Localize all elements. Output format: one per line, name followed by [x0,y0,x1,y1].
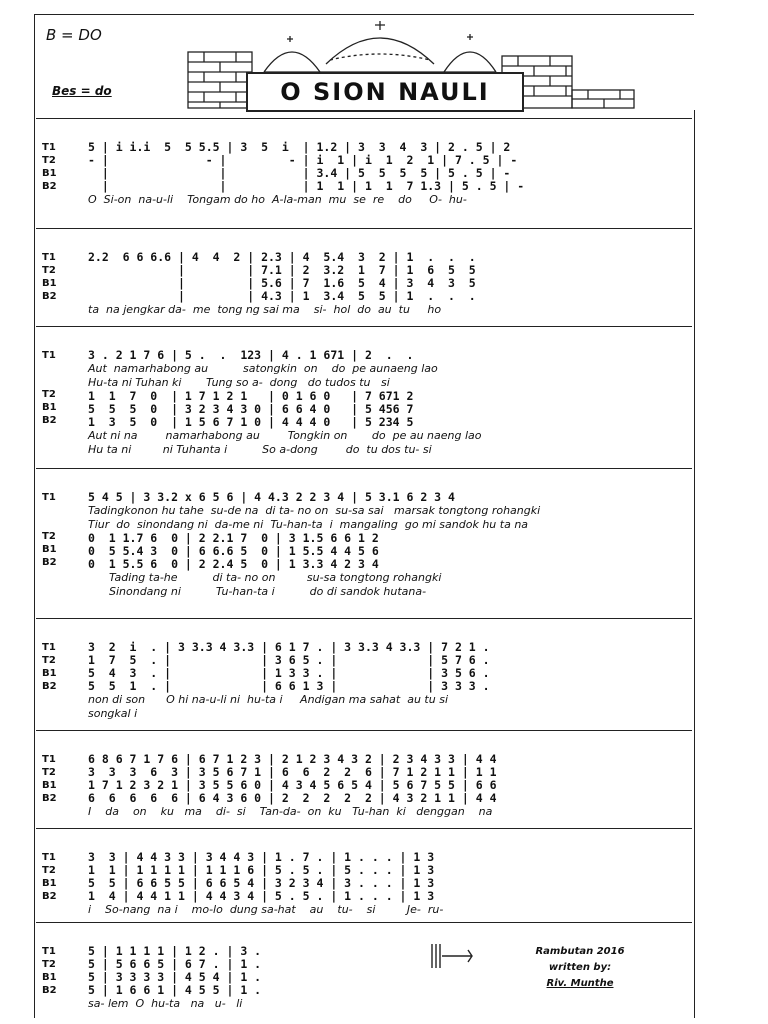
notation-row: 6 8 6 7 1 7 6 | 6 7 1 2 3 | 2 1 2 3 4 3 2 | 2 3 4 3 3 | 4 4 [88,752,497,766]
voice-label [42,504,57,517]
notation-row: 0 1 5.5 6 0 | 2 2.4 5 0 | 1 3.3 4 2 3 4 [88,557,379,571]
notation-row: 1 7 5 . | | 3 6 5 . | | 5 7 6 . [88,653,490,667]
page-title: O SION NAULI [280,78,490,106]
lyric-line: Sinondang ni Tu-han-ta i do di sandok hutana- [88,585,427,598]
footer-author: Riv. Munthe [546,978,614,989]
notation-row: 0 1 1.7 6 0 | 2 2.1 7 0 | 3 1.5 6 6 1 2 [88,531,379,545]
voice-label [42,517,57,530]
lyric-line: O Si-on na-u-li Tongam do ho A-la-man mu se re do O- hu- [88,193,467,206]
notation-rows [88,641,688,721]
voice-label: T2 [42,865,56,876]
notation-row: | | | 1 1 | 1 1 7 1.3 | 5 . 5 | - [88,179,525,193]
system-1 [36,118,692,229]
notation-row: 5 | 5 6 6 5 | 6 7 . | 1 . [88,957,262,971]
voice-label: T1 [42,252,56,263]
notation-row: - | - | - | i 1 | i 1 2 1 | 7 . 5 | - [88,153,518,167]
final-barline-icon [428,942,476,974]
notation-row: | | 5.6 | 7 1.6 5 4 | 3 4 3 5 [88,276,476,290]
voice-label: T2 [42,155,56,166]
lyric-line: non di son O hi na-u-li ni hu-ta i Andigan ma sahat au tu si [88,693,448,706]
lyric-line: Tiur do sinondang ni da-me ni Tu-han-ta i mangaling go mi sandok hu ta na [88,518,529,531]
notation-row: 5 | 3 3 3 3 | 4 5 4 | 1 . [88,970,262,984]
voice-label: T1 [42,754,56,765]
system-4 [36,468,692,619]
voice-label: B1 [42,278,57,289]
lyric-line: Hu ta ni ni Tuhanta i So a-dong do tu dos tu- si [88,443,432,456]
system-3 [36,326,692,469]
voice-label: B1 [42,168,57,179]
notation-row: 5 | 1 6 6 1 | 4 5 5 | 1 . [88,983,262,997]
voice-label: B2 [42,181,57,192]
voice-label: T1 [42,946,56,957]
voice-label: B2 [42,985,57,996]
voice-labels [42,491,57,569]
notation-row: 2.2 6 6 6.6 | 4 4 2 | 2.3 | 4 5.4 3 2 | 1 . . . [88,250,476,264]
voice-label: T2 [42,767,56,778]
notation-rows [88,349,688,457]
notation-row: 5 | 1 1 1 1 | 1 2 . | 3 . [88,944,262,958]
key-note-top: B = DO [46,26,102,44]
voice-label: T1 [42,642,56,653]
voice-labels [42,251,57,303]
system-7 [36,828,692,923]
voice-label: B1 [42,972,57,983]
voice-label: T2 [42,655,56,666]
notation-row: 0 5 5.4 3 0 | 6 6.6 5 0 | 1 5.5 4 4 5 6 [88,544,379,558]
lyric-line: i So-nang na i mo-lo dung sa-hat au tu- si Je- ru- [88,903,444,916]
voice-labels [42,141,57,193]
voice-labels [42,753,57,805]
notation-row: 6 6 6 6 6 | 6 4 3 6 0 | 2 2 2 2 2 | 4 3 2 1 1 | 4 4 [88,791,497,805]
notation-row: 1 3 5 0 | 1 5 6 7 1 0 | 4 4 4 0 | 5 234 5 [88,415,414,429]
notation-row: 1 7 1 2 3 2 1 | 3 5 5 6 0 | 4 3 4 5 6 5 4 | 5 6 7 5 5 | 6 6 [88,778,497,792]
voice-label: T1 [42,492,56,503]
voice-label: T2 [42,389,56,400]
notation-rows [88,491,688,599]
system-6 [36,730,692,829]
voice-label [42,375,57,388]
notation-row: | | 4.3 | 1 3.4 5 5 | 1 . . . [88,289,476,303]
notation-row: | | | 3.4 | 5 5 5 5 | 5 . 5 | - [88,166,511,180]
footer-place-year: Rambutan 2016 [535,946,625,957]
notation-row: 3 3 3 6 3 | 3 5 6 7 1 | 6 6 2 2 6 | 7 1 2 1 1 | 1 1 [88,765,497,779]
notation-row: 5 4 5 | 3 3.2 x 6 5 6 | 4 4.3 2 2 3 4 | 5 3.1 6 2 3 4 [88,490,455,504]
voice-label: T1 [42,350,56,361]
notation-row: 3 . 2 1 7 6 | 5 . . 123 | 4 . 1 671 | 2 . . [88,348,414,362]
voice-labels [42,641,57,693]
voice-label: B1 [42,402,57,413]
notation-row: 5 5 | 6 6 5 5 | 6 6 5 4 | 3 2 3 4 | 3 . . . | 1 3 [88,876,435,890]
notation-row: 3 3 | 4 4 3 3 | 3 4 4 3 | 1 . 7 . | 1 . . . | 1 3 [88,850,435,864]
voice-label: T2 [42,531,56,542]
voice-label: B1 [42,878,57,889]
notation-row: 1 1 | 1 1 1 1 | 1 1 1 6 | 5 . 5 . | 5 . . . | 1 3 [88,863,435,877]
voice-label: T2 [42,959,56,970]
notation-row: 5 | i i.i 5 5 5.5 | 3 5 i | 1.2 | 3 3 4 3 | 2 . 5 | 2 [88,140,511,154]
notation-rows [88,851,688,917]
lyric-line: Aut namarhabong au satongkin on do pe aunaeng lao [88,362,438,375]
lyric-line: Hu-ta ni Tuhan ki Tung so a- dong do tudos tu si [88,376,390,389]
voice-label [42,362,57,375]
notation-rows [88,753,688,819]
notation-row: 3 2 i . | 3 3.3 4 3.3 | 6 1 7 . | 3 3.3 4 3.3 | 7 2 1 . [88,640,490,654]
voice-label: B1 [42,544,57,555]
voice-label: B2 [42,891,57,902]
voice-label: B2 [42,793,57,804]
system-2 [36,228,692,327]
system-5 [36,618,692,731]
voice-label: T2 [42,265,56,276]
notation-row: 5 4 3 . | | 1 3 3 . | | 3 5 6 . [88,666,490,680]
voice-labels [42,851,57,903]
notation-row: | | 7.1 | 2 3.2 1 7 | 1 6 5 5 [88,263,476,277]
voice-labels [42,945,57,997]
notation-row: 5 5 1 . | | 6 6 1 3 | | 3 3 3 . [88,679,490,693]
notation-row: 1 4 | 4 4 1 1 | 4 4 3 4 | 5 . 5 . | 1 . . . | 1 3 [88,889,435,903]
voice-labels [42,349,57,427]
notation-rows [88,141,688,207]
key-note-bes: Bes = do [52,84,112,98]
voice-label: B2 [42,415,57,426]
lyric-line: Tading ta-he di ta- no on su-sa tongtong rohangki [88,571,442,584]
voice-label: B1 [42,668,57,679]
lyric-line: ta na jengkar da- me tong ng sai ma si- hol do au tu ho [88,303,442,316]
voice-label: B2 [42,557,57,568]
voice-label: B1 [42,780,57,791]
notation-row: 1 1 7 0 | 1 7 1 2 1 | 0 1 6 0 | 7 671 2 [88,389,414,403]
notation-row: 5 5 5 0 | 3 2 3 4 3 0 | 6 6 4 0 | 5 456 7 [88,402,414,416]
lyric-line: songkal i [88,707,138,720]
notation-rows [88,251,688,317]
footer-written-by: written by: [548,962,612,973]
voice-label: B2 [42,291,57,302]
title-banner [246,72,524,112]
lyric-line: Aut ni na namarhabong au Tongkin on do pe au naeng lao [88,429,482,442]
voice-label: B2 [42,681,57,692]
voice-label: T1 [42,852,56,863]
lyric-line: Tadingkonon hu tahe su-de na di ta- no on su-sa sai marsak tongtong rohangki [88,504,541,517]
voice-label: T1 [42,142,56,153]
page-border-right [694,110,695,1018]
lyric-line: sa- lem O hu-ta na u- li [88,997,243,1010]
lyric-line: I da on ku ma di- si Tan-da- on ku Tu-han ki denggan na [88,805,493,818]
